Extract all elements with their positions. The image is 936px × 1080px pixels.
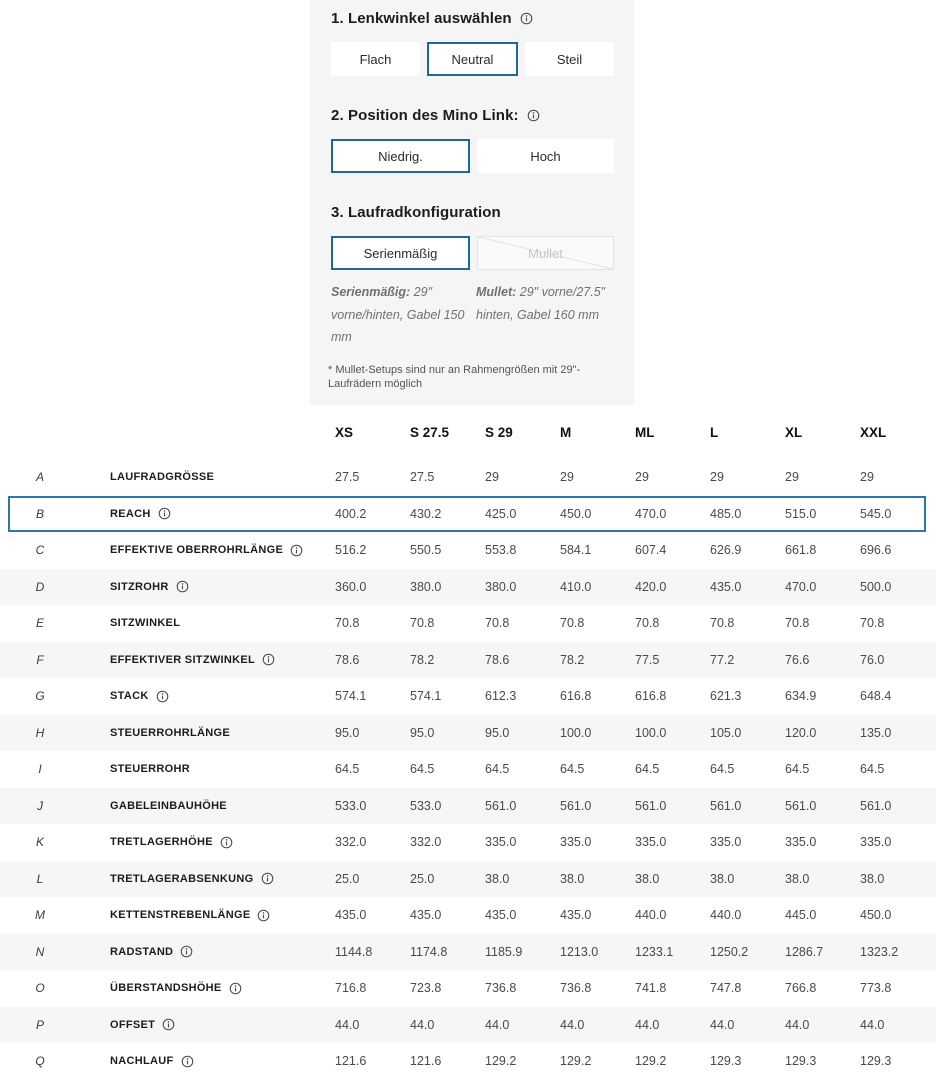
value-p-xxl: 44.0 — [860, 1017, 885, 1032]
value-k-xxl: 335.0 — [860, 835, 892, 850]
row-label-cell — [80, 471, 335, 483]
row-label: TRETLAGERHÖHE — [110, 836, 213, 849]
value-j-ml: 561.0 — [635, 798, 667, 813]
row-label-cell — [80, 544, 335, 557]
value-d-xxl: 500.0 — [860, 579, 892, 594]
row-label: EFFEKTIVER SITZWINKEL — [110, 653, 256, 666]
value-h-xxl: 135.0 — [860, 725, 892, 740]
table-row-a[interactable] — [0, 459, 936, 496]
value-b-xs: 400.2 — [335, 506, 367, 521]
row-label: RADSTAND — [110, 945, 174, 958]
section-heading-text: 2. Position des Mino Link: — [331, 107, 519, 124]
value-d-xs: 360.0 — [335, 579, 367, 594]
value-m-xxl: 450.0 — [860, 908, 892, 923]
row-label: STEUERROHRLÄNGE — [110, 726, 231, 739]
value-e-xl: 70.8 — [785, 616, 810, 631]
table-row-l[interactable] — [0, 861, 936, 898]
value-l-xs: 25.0 — [335, 871, 360, 886]
info-icon[interactable] — [261, 872, 274, 885]
table-row-i[interactable] — [0, 751, 936, 788]
value-m-xl: 445.0 — [785, 908, 817, 923]
row-label-cell — [80, 872, 335, 885]
value-q-xs: 121.6 — [335, 1054, 367, 1069]
value-j-xxl: 561.0 — [860, 798, 892, 813]
value-n-s-29: 1185.9 — [485, 944, 523, 959]
value-k-xs: 332.0 — [335, 835, 367, 850]
geometry-config-panel — [310, 0, 634, 405]
value-h-s-27.5: 95.0 — [410, 725, 435, 740]
value-p-xl: 44.0 — [785, 1017, 810, 1032]
value-n-l: 1250.2 — [710, 944, 749, 959]
value-p-l: 44.0 — [710, 1017, 735, 1032]
row-label-cell — [80, 580, 335, 593]
table-row-k[interactable] — [0, 824, 936, 861]
table-row-q[interactable] — [0, 1043, 936, 1080]
row-label-cell — [80, 1055, 335, 1068]
wheel-config-descriptions — [331, 281, 614, 349]
row-label-cell — [80, 763, 335, 775]
value-b-xl: 515.0 — [785, 506, 817, 521]
row-label-cell — [80, 653, 335, 666]
table-row-j[interactable] — [0, 788, 936, 825]
info-icon[interactable] — [527, 109, 540, 122]
serienmaessig-button[interactable]: Serienmäßig — [331, 236, 470, 270]
table-body — [0, 459, 936, 1080]
value-n-s-27.5: 1174.8 — [410, 944, 448, 959]
value-q-s-27.5: 121.6 — [410, 1054, 442, 1069]
value-i-s-29: 64.5 — [485, 762, 510, 777]
value-g-m: 616.8 — [560, 689, 592, 704]
value-l-m: 38.0 — [560, 871, 585, 886]
value-n-m: 1213.0 — [560, 944, 599, 959]
value-n-xxl: 1323.2 — [860, 944, 899, 959]
row-label-cell — [80, 507, 335, 520]
description-text: 29" vorne/hinten, Gabel 150 mm — [331, 285, 465, 344]
table-row-o[interactable] — [0, 970, 936, 1007]
row-letter: D — [35, 579, 45, 594]
value-c-ml: 607.4 — [635, 543, 667, 558]
column-header-s-29: S 29 — [485, 424, 513, 440]
row-letter: N — [35, 944, 45, 959]
value-b-l: 485.0 — [710, 506, 742, 521]
value-d-xl: 470.0 — [785, 579, 817, 594]
value-e-xxl: 70.8 — [860, 616, 885, 631]
info-icon[interactable] — [220, 836, 233, 849]
value-f-s-29: 78.6 — [485, 652, 510, 667]
value-f-xl: 76.6 — [785, 652, 810, 667]
value-o-l: 747.8 — [710, 981, 742, 996]
value-a-s-27.5: 27.5 — [410, 470, 435, 485]
row-label: KETTENSTREBENLÄNGE — [110, 909, 251, 922]
value-c-xl: 661.8 — [785, 543, 817, 558]
row-label: TRETLAGERABSENKUNG — [110, 872, 254, 885]
hoch-button[interactable]: Hoch — [477, 139, 614, 173]
value-m-s-27.5: 435.0 — [410, 908, 442, 923]
section-heading — [331, 204, 614, 221]
row-label-cell — [80, 690, 335, 703]
value-g-ml: 616.8 — [635, 689, 667, 704]
value-c-xxl: 696.6 — [860, 543, 892, 558]
value-k-m: 335.0 — [560, 835, 592, 850]
value-l-s-27.5: 25.0 — [410, 871, 435, 886]
table-row-f[interactable] — [0, 642, 936, 679]
value-a-xs: 27.5 — [335, 470, 360, 485]
value-j-l: 561.0 — [710, 798, 742, 813]
value-i-m: 64.5 — [560, 762, 585, 777]
value-c-xs: 516.2 — [335, 543, 367, 558]
column-header-m: M — [560, 424, 572, 440]
value-m-ml: 440.0 — [635, 908, 667, 923]
row-label: REACH — [110, 507, 151, 520]
value-b-ml: 470.0 — [635, 506, 667, 521]
value-p-s-27.5: 44.0 — [410, 1017, 435, 1032]
value-p-xs: 44.0 — [335, 1017, 360, 1032]
value-f-s-27.5: 78.2 — [410, 652, 435, 667]
value-m-l: 440.0 — [710, 908, 742, 923]
value-o-ml: 741.8 — [635, 981, 667, 996]
column-header-xl: XL — [785, 424, 803, 440]
value-a-l: 29 — [710, 470, 724, 485]
row-letter: G — [35, 689, 45, 704]
table-row-g[interactable] — [0, 678, 936, 715]
value-k-xl: 335.0 — [785, 835, 817, 850]
value-k-l: 335.0 — [710, 835, 742, 850]
value-j-s-29: 561.0 — [485, 798, 517, 813]
row-label: LAUFRADGRÖSSE — [110, 471, 215, 484]
info-icon[interactable] — [229, 982, 242, 995]
value-l-l: 38.0 — [710, 871, 735, 886]
value-o-xxl: 773.8 — [860, 981, 892, 996]
row-label: NACHLAUF — [110, 1055, 174, 1068]
value-o-s-29: 736.8 — [485, 981, 517, 996]
value-f-m: 78.2 — [560, 652, 585, 667]
table-header-row — [0, 405, 936, 459]
lenkwinkel-buttons — [331, 42, 614, 76]
section-heading — [331, 10, 614, 27]
value-j-m: 561.0 — [560, 798, 592, 813]
row-label: STEUERROHR — [110, 763, 191, 776]
value-a-m: 29 — [560, 470, 574, 485]
info-icon[interactable] — [176, 580, 189, 593]
value-g-l: 621.3 — [710, 689, 742, 704]
value-f-xxl: 76.0 — [860, 652, 885, 667]
value-j-xl: 561.0 — [785, 798, 817, 813]
value-a-s-29: 29 — [485, 470, 499, 485]
value-q-ml: 129.2 — [635, 1054, 667, 1069]
table-row-n[interactable] — [0, 934, 936, 971]
value-o-xl: 766.8 — [785, 981, 817, 996]
row-label: ÜBERSTANDSHÖHE — [110, 982, 222, 995]
value-a-xl: 29 — [785, 470, 799, 485]
section-mino-link — [331, 107, 614, 173]
value-l-ml: 38.0 — [635, 871, 660, 886]
row-label: STACK — [110, 690, 149, 703]
row-label: GABELEINBAUHÖHE — [110, 799, 227, 812]
mullet-footnote: * Mullet-Setups sind nur an Rahmengrößen mit 29"-Laufrädern möglich — [328, 363, 581, 390]
value-b-s-29: 425.0 — [485, 506, 517, 521]
row-letter: F — [36, 652, 44, 667]
row-label-cell — [80, 617, 335, 629]
value-p-ml: 44.0 — [635, 1017, 660, 1032]
value-j-s-27.5: 533.0 — [410, 798, 442, 813]
section-lenkwinkel — [331, 10, 614, 76]
info-icon[interactable] — [181, 1055, 194, 1068]
value-d-m: 410.0 — [560, 579, 592, 594]
value-e-s-27.5: 70.8 — [410, 616, 435, 631]
description-lead: Serienmäßig: — [331, 285, 411, 299]
row-letter: L — [36, 871, 44, 886]
info-icon[interactable] — [520, 12, 533, 25]
value-k-ml: 335.0 — [635, 835, 667, 850]
column-header-l: L — [710, 424, 719, 440]
info-icon[interactable] — [290, 544, 303, 557]
column-header-s-27.5: S 27.5 — [410, 424, 450, 440]
info-icon[interactable] — [156, 690, 169, 703]
value-m-m: 435.0 — [560, 908, 592, 923]
table-row-b[interactable] — [0, 496, 936, 533]
value-d-s-29: 380.0 — [485, 579, 517, 594]
geometry-table — [0, 405, 936, 1080]
value-a-ml: 29 — [635, 470, 649, 485]
value-a-xxl: 29 — [860, 470, 874, 485]
row-letter: Q — [35, 1054, 45, 1069]
row-label-cell — [80, 727, 335, 739]
value-e-l: 70.8 — [710, 616, 735, 631]
value-b-xxl: 545.0 — [860, 506, 892, 521]
value-l-s-29: 38.0 — [485, 871, 510, 886]
value-k-s-27.5: 332.0 — [410, 835, 442, 850]
steil-button[interactable]: Steil — [525, 42, 614, 76]
description-lead: Mullet: — [476, 285, 517, 299]
value-q-l: 129.3 — [710, 1054, 742, 1069]
value-f-l: 77.2 — [710, 652, 735, 667]
value-d-ml: 420.0 — [635, 579, 667, 594]
value-e-xs: 70.8 — [335, 616, 360, 631]
row-letter: B — [35, 506, 44, 521]
row-letter: C — [35, 543, 45, 558]
value-b-m: 450.0 — [560, 506, 592, 521]
column-header-xxl: XXL — [860, 424, 887, 440]
row-label-cell — [80, 982, 335, 995]
mino-link-buttons — [331, 139, 614, 173]
value-c-s-27.5: 550.5 — [410, 543, 442, 558]
value-o-m: 736.8 — [560, 981, 592, 996]
value-c-m: 584.1 — [560, 543, 592, 558]
value-m-s-29: 435.0 — [485, 908, 517, 923]
laufrad-buttons — [331, 236, 614, 270]
row-label-cell — [80, 1018, 335, 1031]
value-g-s-29: 612.3 — [485, 689, 517, 704]
value-o-xs: 716.8 — [335, 981, 367, 996]
info-icon[interactable] — [158, 507, 171, 520]
mullet-description — [476, 281, 614, 349]
section-heading-text: 3. Laufradkonfiguration — [331, 204, 501, 221]
row-letter: K — [35, 835, 44, 850]
row-label-cell — [80, 909, 335, 922]
value-l-xl: 38.0 — [785, 871, 810, 886]
column-header-xs: XS — [335, 424, 354, 440]
row-letter: O — [35, 981, 45, 996]
table-row-d[interactable] — [0, 569, 936, 606]
value-q-s-29: 129.2 — [485, 1054, 517, 1069]
value-m-xs: 435.0 — [335, 908, 367, 923]
value-p-m: 44.0 — [560, 1017, 585, 1032]
value-i-xs: 64.5 — [335, 762, 360, 777]
section-heading — [331, 107, 614, 124]
table-row-p[interactable] — [0, 1007, 936, 1044]
table-row-m[interactable] — [0, 897, 936, 934]
value-c-l: 626.9 — [710, 543, 742, 558]
row-letter: J — [37, 798, 43, 813]
row-label-cell — [80, 800, 335, 812]
value-i-ml: 64.5 — [635, 762, 660, 777]
value-j-xs: 533.0 — [335, 798, 367, 813]
value-p-s-29: 44.0 — [485, 1017, 510, 1032]
row-letter: A — [35, 470, 44, 485]
value-c-s-29: 553.8 — [485, 543, 517, 558]
value-i-l: 64.5 — [710, 762, 735, 777]
section-laufradkonfiguration — [331, 204, 614, 349]
value-e-s-29: 70.8 — [485, 616, 510, 631]
table-row-c[interactable] — [0, 532, 936, 569]
niedrig-button[interactable]: Niedrig. — [331, 139, 470, 173]
info-icon[interactable] — [257, 909, 270, 922]
value-h-xl: 120.0 — [785, 725, 817, 740]
value-g-s-27.5: 574.1 — [410, 689, 442, 704]
value-g-xxl: 648.4 — [860, 689, 892, 704]
flach-button[interactable]: Flach — [331, 42, 420, 76]
value-h-m: 100.0 — [560, 725, 592, 740]
row-label-cell — [80, 945, 335, 958]
value-n-xs: 1144.8 — [335, 944, 373, 959]
row-letter: I — [38, 762, 42, 777]
mullet-button[interactable]: Mullet — [477, 236, 614, 270]
value-i-xxl: 64.5 — [860, 762, 885, 777]
info-icon[interactable] — [180, 945, 193, 958]
value-d-l: 435.0 — [710, 579, 742, 594]
value-q-xl: 129.3 — [785, 1054, 817, 1069]
value-o-s-27.5: 723.8 — [410, 981, 442, 996]
section-heading-text: 1. Lenkwinkel auswählen — [331, 10, 512, 27]
value-k-s-29: 335.0 — [485, 835, 517, 850]
value-f-xs: 78.6 — [335, 652, 360, 667]
value-h-xs: 95.0 — [335, 725, 360, 740]
value-l-xxl: 38.0 — [860, 871, 885, 886]
column-header-ml: ML — [635, 424, 655, 440]
row-label: SITZROHR — [110, 580, 169, 593]
row-letter: E — [35, 616, 44, 631]
value-e-m: 70.8 — [560, 616, 585, 631]
value-n-ml: 1233.1 — [635, 944, 674, 959]
row-letter: H — [35, 725, 45, 740]
info-icon[interactable] — [162, 1018, 175, 1031]
value-e-ml: 70.8 — [635, 616, 660, 631]
value-f-ml: 77.5 — [635, 652, 660, 667]
value-d-s-27.5: 380.0 — [410, 579, 442, 594]
value-q-m: 129.2 — [560, 1054, 592, 1069]
table-row-h[interactable] — [0, 715, 936, 752]
value-h-l: 105.0 — [710, 725, 742, 740]
neutral-button[interactable]: Neutral — [427, 42, 518, 76]
value-h-ml: 100.0 — [635, 725, 667, 740]
info-icon[interactable] — [262, 653, 275, 666]
value-i-xl: 64.5 — [785, 762, 810, 777]
row-label: EFFEKTIVE OBERROHRLÄNGE — [110, 544, 284, 557]
row-label-cell — [80, 836, 335, 849]
serienmaessig-description — [331, 281, 469, 349]
table-row-e[interactable] — [0, 605, 936, 642]
value-b-s-27.5: 430.2 — [410, 506, 442, 521]
value-i-s-27.5: 64.5 — [410, 762, 435, 777]
row-label: OFFSET — [110, 1018, 156, 1031]
row-letter: M — [35, 908, 45, 923]
value-h-s-29: 95.0 — [485, 725, 510, 740]
value-g-xs: 574.1 — [335, 689, 367, 704]
value-n-xl: 1286.7 — [785, 944, 824, 959]
row-letter: P — [35, 1017, 44, 1032]
value-q-xxl: 129.3 — [860, 1054, 892, 1069]
value-g-xl: 634.9 — [785, 689, 817, 704]
description-text: 29" vorne/27.5" hinten, Gabel 160 mm — [476, 285, 606, 322]
row-label: SITZWINKEL — [110, 617, 181, 630]
